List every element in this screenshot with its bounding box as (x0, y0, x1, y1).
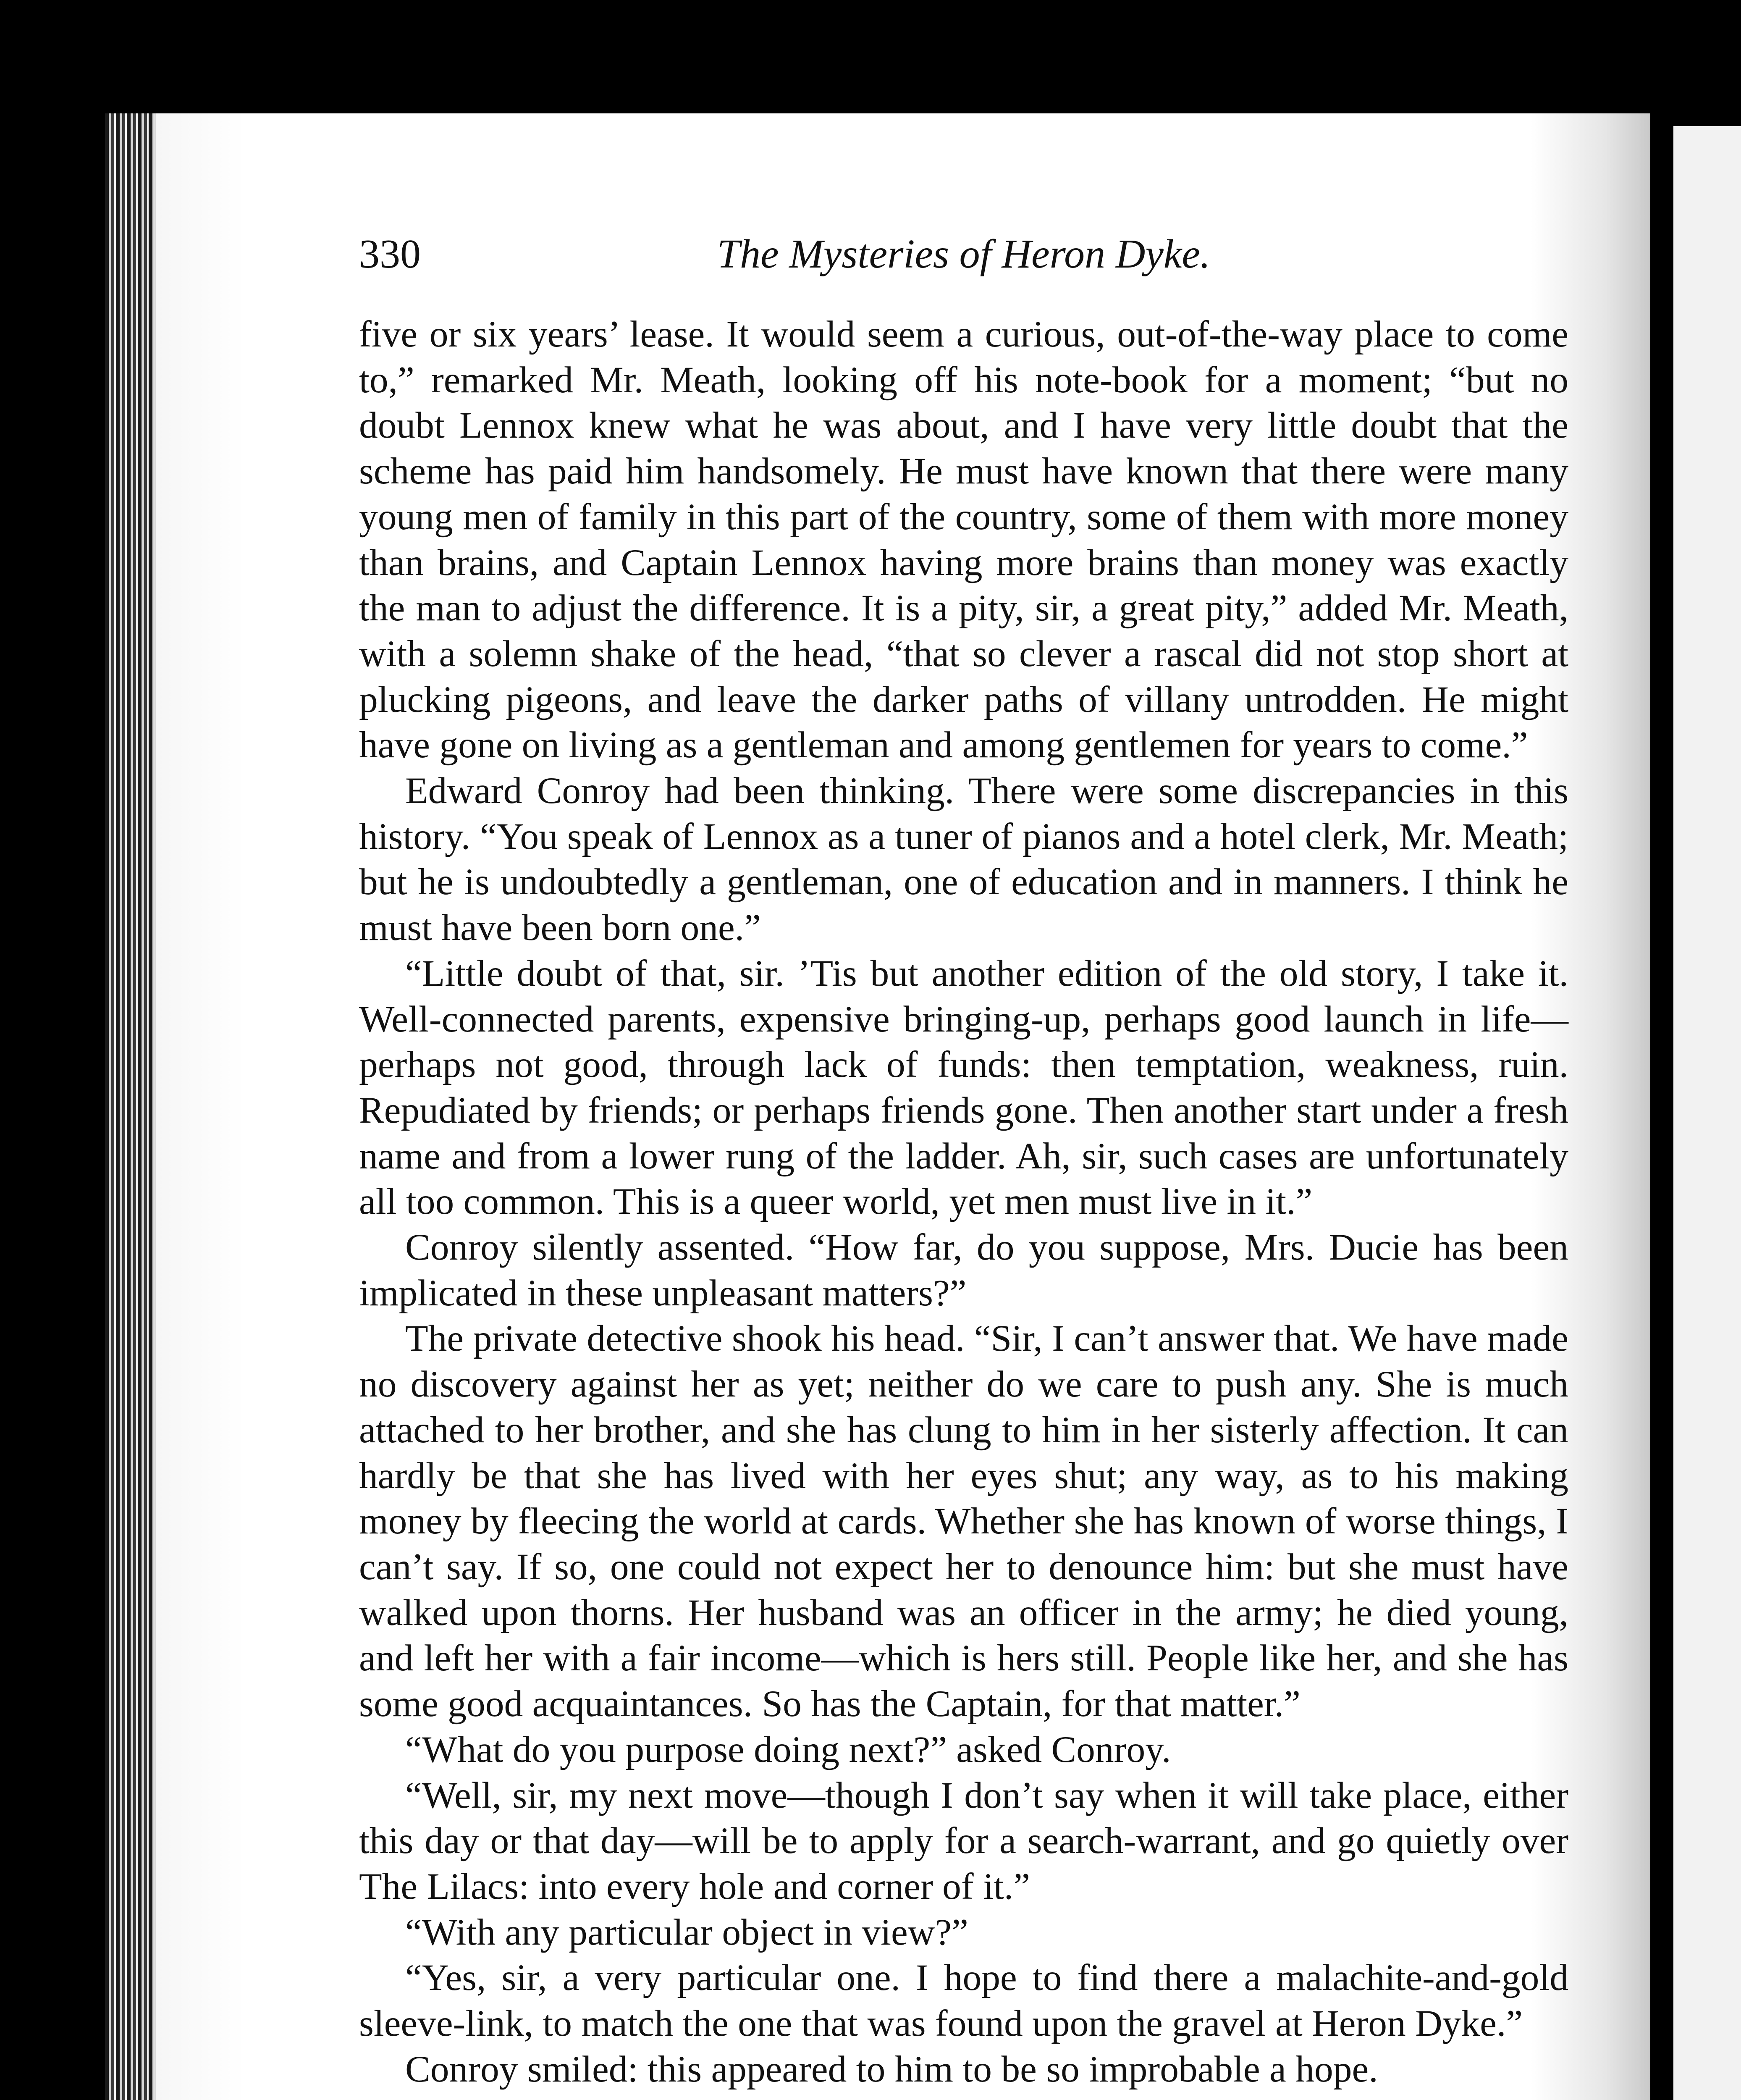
paragraph-4: Conroy silently assented. “How far, do you suppose, Mrs. Ducie has been implicated in these unpleasant matters?” (359, 1226, 1568, 1314)
running-title: The Mysteries of Heron Dyke. (717, 231, 1211, 277)
paragraph-9: “Yes, sir, a very particular one. I hope to find there a malachite-and-gold sleeve-link, to match the one that was found upon the gravel at Heron Dyke.” (359, 1957, 1568, 2045)
paragraph-8: “With any particular object in view?” (405, 1911, 968, 1953)
book-page-edges (105, 113, 155, 2100)
page-number: 330 (359, 231, 421, 277)
paragraph-1: five or six years’ lease. It would seem a curious, out-of-the-way place to come to,” remarked Mr. Meath, looking off his note-book for a moment; “but no doubt Lennox knew what he was about, and I have very little doubt that the scheme has paid him handsomely. He must have known that there were many young men of family in this part of the country, some of them with more money than brains, and Captain Lennox having more brains than money was exactly the man to adjust the difference. It is a pity, sir, a great pity,” added Mr. Meath, with a solemn shake of the head, “that so clever a rascal did not stop short at plucking pigeons, and leave the darker paths of villany untrodden. He might have gone on living as a gentleman and among gentlemen for years to come.” (359, 313, 1568, 766)
facing-page-edge (1673, 126, 1741, 2100)
paragraph-10: Conroy smiled: this appeared to him to be so improbable a hope. (405, 2048, 1378, 2090)
body-text (359, 312, 1568, 2092)
paragraph-5: The private detective shook his head. “Sir, I can’t answer that. We have made no discovery against her as yet; neither do we care to push any. She is much attached to her brother, and she has clung to him in her sisterly affection. It can hardly be that she has lived with her eyes shut; any way, as to his making money by fleecing the world at cards. Whether she has known of worse things, I can’t say. If so, one could not expect her to denounce him: but she must have walked upon thorns. Her husband was an officer in the army; he died young, and left her with a fair income—which is hers still. People like her, and she has some good acquaintances. So has the Captain, for that matter.” (359, 1318, 1568, 1725)
paragraph-6: “What do you purpose doing next?” asked Conroy. (405, 1728, 1171, 1770)
paragraph-3: “Little doubt of that, sir. ’Tis but another edition of the old story, I take it. Well-connected parents, expensive bringing-up, perhaps good launch in life—perhaps not good, through lack of funds: then temptation, weakness, ruin. Repudiated by friends; or perhaps friends gone. Then another start under a fresh name and from a lower rung of the ladder. Ah, sir, such cases are unfortunately all too common. This is a queer world, yet men must live in it.” (359, 952, 1568, 1223)
paragraph-7: “Well, sir, my next move—though I don’t say when it will take place, either this day or that day—will be to apply for a search-warrant, and go quietly over The Lilacs: into every hole and corner of it.” (359, 1774, 1568, 1907)
paragraph-2: Edward Conroy had been thinking. There were some discrepancies in this history. “You speak of Lennox as a tuner of pianos and a hotel clerk, Mr. Meath; but he is undoubtedly a gentleman, one of education and in manners. I think he must have been born one.” (359, 770, 1568, 949)
page-header (359, 223, 1568, 286)
